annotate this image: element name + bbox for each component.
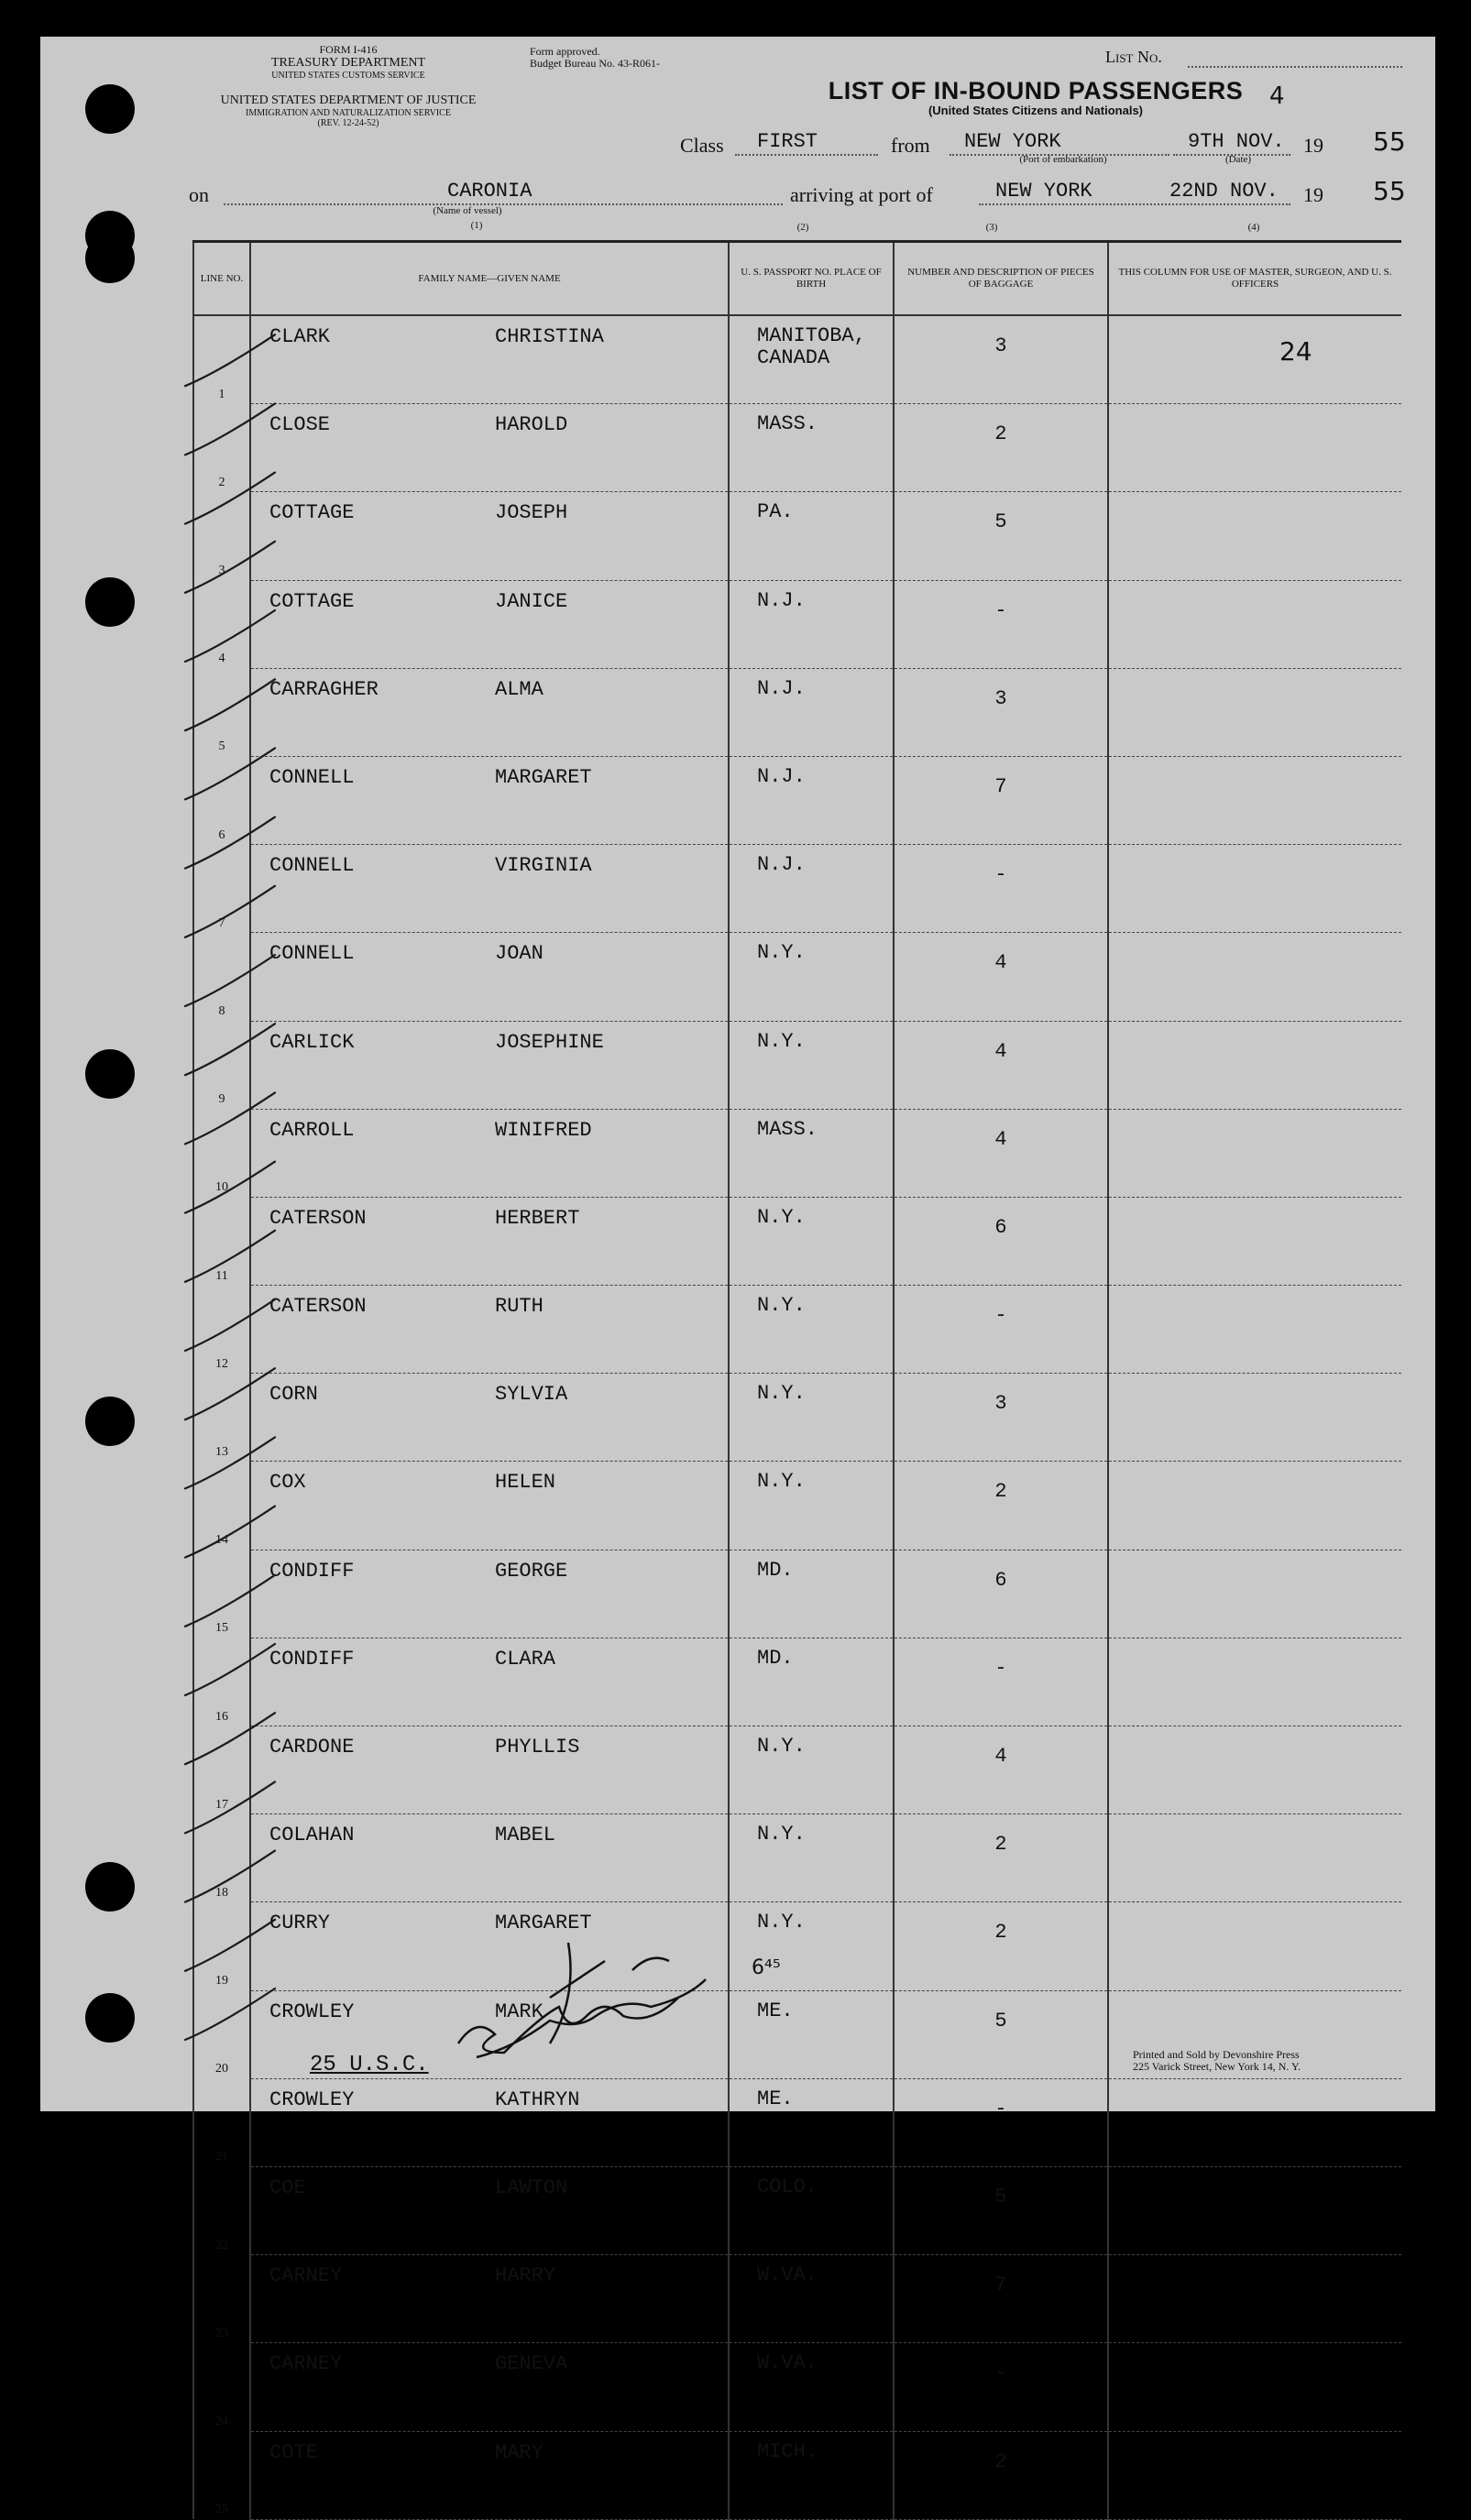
baggage-count: 5 — [894, 2166, 1108, 2254]
arrival-date: 22ND NOV. — [1169, 180, 1279, 203]
baggage-count: 3 — [894, 668, 1108, 756]
justice-dept: UNITED STATES DEPARTMENT OF JUSTICE — [220, 93, 477, 108]
family-name: CARRAGHER — [269, 677, 379, 701]
name-cell — [250, 2343, 729, 2431]
baggage-count: 7 — [894, 756, 1108, 844]
place-of-birth: N.Y. — [729, 933, 894, 1021]
signature-scrawl — [458, 1943, 706, 2057]
baggage-count: 2 — [894, 1814, 1108, 1902]
check-mark — [185, 748, 275, 799]
given-name: MARY — [495, 2440, 543, 2464]
place-of-birth: N.J. — [729, 756, 894, 844]
place-of-birth: N.Y. — [729, 1286, 894, 1374]
check-mark — [185, 1781, 275, 1833]
given-name: KATHRYN — [495, 2087, 580, 2111]
page-number: 4 — [1269, 82, 1285, 110]
baggage-count: - — [894, 1286, 1108, 1374]
check-mark — [185, 1507, 275, 1558]
given-name: GENEVA — [495, 2352, 568, 2376]
check-mark — [185, 1437, 275, 1488]
given-name: MARGARET — [495, 1912, 592, 1935]
table-row — [193, 2431, 1401, 2519]
year-prefix: 19 — [1303, 134, 1323, 157]
place-of-birth: N.Y. — [729, 1726, 894, 1814]
place-of-birth: MANITOBA, CANADA — [729, 315, 894, 404]
year-suffix: 55 — [1373, 126, 1406, 157]
passenger-count: 25 U.S.C. — [310, 2053, 429, 2077]
ins-service: IMMIGRATION AND NATURALIZATION SERVICE — [246, 107, 451, 118]
place-of-birth: MASS. — [729, 404, 894, 492]
baggage-count: 3 — [894, 1374, 1108, 1462]
line-number: 7 — [218, 915, 225, 930]
given-name: HAROLD — [495, 413, 568, 437]
baggage-count: 5 — [894, 492, 1108, 580]
family-name: CONNELL — [269, 854, 355, 878]
line-number: 2 — [218, 475, 225, 489]
given-name: VIRGINIA — [495, 854, 592, 878]
family-name: CONDIFF — [269, 1647, 355, 1671]
printer-credit — [1133, 2049, 1301, 2073]
vessel-name: CARONIA — [447, 180, 532, 203]
family-name: COE — [269, 2175, 306, 2199]
baggage-count: 2 — [894, 1902, 1108, 1990]
check-mark — [185, 334, 275, 386]
family-name: CONNELL — [269, 765, 355, 789]
line-number: 22 — [215, 2238, 228, 2252]
place-of-birth: ME. — [729, 1990, 894, 2078]
customs-service: UNITED STATES CUSTOMS SERVICE — [271, 71, 425, 82]
check-mark — [185, 1989, 275, 2040]
family-name: CARNEY — [269, 2352, 343, 2376]
table-row — [193, 2166, 1401, 2254]
family-name: CATERSON — [269, 1295, 367, 1319]
family-name: CLARK — [269, 325, 331, 348]
class-label: Class — [680, 134, 724, 157]
line-number: 10 — [215, 1180, 228, 1195]
check-mark — [185, 610, 275, 662]
check-mark — [185, 817, 275, 869]
date-caption: (Date) — [1224, 154, 1252, 165]
line-number-cell — [193, 2431, 250, 2519]
given-name: HERBERT — [495, 1206, 580, 1230]
family-name: CATERSON — [269, 1206, 367, 1230]
baggage-count: - — [894, 845, 1108, 933]
line-number: 11 — [215, 1268, 228, 1283]
officer-cell — [1108, 2255, 1401, 2343]
given-name: ALMA — [495, 677, 543, 701]
place-of-birth: N.J. — [729, 668, 894, 756]
baggage-count: 2 — [894, 2431, 1108, 2519]
name-cell — [250, 2166, 729, 2254]
embark-port: NEW YORK — [964, 130, 1061, 153]
line-number: 8 — [218, 1004, 225, 1018]
col-header-name: FAMILY NAME—GIVEN NAME — [250, 242, 729, 316]
embark-date: 9TH NOV. — [1188, 130, 1285, 153]
given-name: CLARA — [495, 1647, 556, 1671]
check-mark — [185, 1162, 275, 1213]
list-no-label: List No. — [1105, 48, 1162, 66]
place-of-birth: W.VA. — [729, 2255, 894, 2343]
line-number: 9 — [218, 1092, 225, 1107]
given-name: LAWTON — [495, 2175, 568, 2199]
baggage-count: 4 — [894, 1726, 1108, 1814]
family-name: CARNEY — [269, 2264, 343, 2288]
line-number: 3 — [218, 564, 225, 578]
check-mark — [185, 955, 275, 1006]
arrival-port: NEW YORK — [995, 180, 1092, 203]
check-mark — [185, 1851, 275, 1902]
col-header-passport: U. S. PASSPORT NO. PLACE OF BIRTH — [729, 242, 894, 316]
col-number-2: (2) — [796, 222, 809, 233]
col-header-officers: THIS COLUMN FOR USE OF MASTER, SURGEON, AND U. S. OFFICERS — [1108, 242, 1401, 316]
given-name: JOSEPH — [495, 501, 568, 525]
col-number-3: (3) — [985, 222, 998, 233]
revision: (REV. 12-24-52) — [317, 118, 379, 129]
check-mark — [185, 1231, 275, 1282]
line-number: 1 — [218, 387, 225, 401]
check-mark — [185, 1368, 275, 1419]
from-label: from — [891, 134, 930, 157]
name-cell — [250, 2255, 729, 2343]
col-header-baggage: NUMBER AND DESCRIPTION OF PIECES OF BAGGAGE — [894, 242, 1108, 316]
port-caption: (Port of embarkation) — [1019, 154, 1107, 165]
check-mark — [185, 1644, 275, 1695]
place-of-birth: N.Y. — [729, 1462, 894, 1550]
class-value: FIRST — [757, 130, 818, 153]
place-of-birth: N.Y. — [729, 1902, 894, 1990]
check-mark — [185, 1575, 275, 1627]
given-name: HELEN — [495, 1471, 556, 1495]
line-number: 18 — [215, 1885, 228, 1900]
form-title: LIST OF IN-BOUND PASSENGERS — [828, 77, 1244, 104]
place-of-birth: N.Y. — [729, 1197, 894, 1285]
place-of-birth: MD. — [729, 1638, 894, 1726]
check-mark — [185, 886, 275, 937]
check-mark — [185, 403, 275, 455]
officer-cell — [1108, 2166, 1401, 2254]
check-mark — [185, 1920, 275, 1971]
printer-line-2: 225 Varick Street, New York 14, N. Y. — [1133, 2060, 1301, 2074]
line-number: 20 — [215, 2062, 228, 2076]
family-name: CONDIFF — [269, 1559, 355, 1583]
officer-note: 24 — [1279, 336, 1312, 367]
family-name: CORN — [269, 1383, 318, 1407]
officer-cell — [1108, 2431, 1401, 2519]
family-name: COX — [269, 1471, 306, 1495]
check-mark — [185, 679, 275, 730]
signature-note: 6⁴⁵ — [752, 1956, 781, 1979]
family-name: CROWLEY — [269, 2087, 355, 2111]
place-of-birth: W.VA. — [729, 2343, 894, 2431]
line-number: 4 — [218, 652, 225, 666]
printer-line-1: Printed and Sold by Devonshire Press — [1133, 2048, 1300, 2061]
approval-line-1: Form approved. — [530, 45, 600, 58]
arrival-year-prefix: 19 — [1303, 183, 1323, 206]
line-number: 15 — [215, 1621, 228, 1636]
check-mark — [185, 1024, 275, 1075]
check-mark — [185, 473, 275, 524]
line-number: 14 — [215, 1533, 228, 1548]
officer-cell — [1108, 2343, 1401, 2431]
given-name: JANICE — [495, 589, 568, 613]
name-cell — [250, 2431, 729, 2519]
place-of-birth: N.J. — [729, 845, 894, 933]
table-row — [193, 2255, 1401, 2343]
line-number: 21 — [215, 2150, 228, 2164]
approval-line-2: Budget Bureau No. 43-R061- — [530, 57, 660, 71]
baggage-count: - — [894, 1638, 1108, 1726]
line-number: 17 — [215, 1797, 228, 1812]
col-number-4: (4) — [1247, 222, 1260, 233]
check-mark — [185, 542, 275, 593]
line-number: 12 — [215, 1356, 228, 1371]
family-name: CARROLL — [269, 1118, 355, 1142]
baggage-count: 4 — [894, 1109, 1108, 1197]
given-name: JOSEPHINE — [495, 1030, 604, 1054]
arriving-label: arriving at port of — [790, 183, 933, 206]
col-header-line-no: LINE NO. — [193, 242, 250, 316]
place-of-birth: PA. — [729, 492, 894, 580]
place-of-birth: MICH. — [729, 2431, 894, 2519]
given-name: MARK — [495, 2000, 543, 2023]
place-of-birth: MASS. — [729, 1109, 894, 1197]
given-name: HARRY — [495, 2264, 556, 2288]
form-number: FORM I-416 — [319, 43, 378, 56]
given-name: MARGARET — [495, 765, 592, 789]
vessel-caption: (Name of vessel) — [433, 205, 502, 216]
baggage-count: 6 — [894, 1550, 1108, 1638]
table-row — [193, 2343, 1401, 2431]
baggage-count: 4 — [894, 933, 1108, 1021]
line-number: 19 — [215, 1974, 228, 1989]
line-number-cell — [193, 2166, 250, 2254]
check-mark — [185, 1092, 275, 1144]
treasury-dept: TREASURY DEPARTMENT — [270, 56, 426, 71]
family-name: COLAHAN — [269, 1824, 355, 1847]
place-of-birth: N.Y. — [729, 1814, 894, 1902]
given-name: CHRISTINA — [495, 325, 604, 348]
given-name: WINIFRED — [495, 1118, 592, 1142]
baggage-count: 2 — [894, 1462, 1108, 1550]
family-name: COTTAGE — [269, 589, 355, 613]
family-name: CARDONE — [269, 1736, 355, 1759]
form-subtitle: (United States Citizens and Nationals) — [928, 104, 1144, 117]
baggage-count: 3 — [894, 315, 1108, 404]
line-number: 23 — [215, 2326, 228, 2340]
family-name: COTE — [269, 2440, 318, 2464]
line-number: 16 — [215, 1709, 228, 1724]
on-label: on — [189, 183, 209, 206]
line-number: 6 — [218, 827, 225, 842]
arrival-year-suffix: 55 — [1373, 176, 1406, 206]
check-mark — [185, 1299, 275, 1351]
place-of-birth: N.Y. — [729, 1374, 894, 1462]
line-number: 5 — [218, 740, 225, 754]
given-name: GEORGE — [495, 1559, 568, 1583]
line-number-cell — [193, 2255, 250, 2343]
place-of-birth: N.Y. — [729, 1021, 894, 1109]
given-name: JOAN — [495, 942, 543, 966]
family-name: CROWLEY — [269, 2000, 355, 2023]
place-of-birth: N.J. — [729, 580, 894, 668]
baggage-count: 6 — [894, 1197, 1108, 1285]
family-name: CURRY — [269, 1912, 331, 1935]
line-number-cell — [193, 2343, 250, 2431]
baggage-count: - — [894, 580, 1108, 668]
baggage-count: - — [894, 2078, 1108, 2166]
family-name: CARLICK — [269, 1030, 355, 1054]
col-number-1: (1) — [470, 220, 483, 231]
family-name: COTTAGE — [269, 501, 355, 525]
baggage-count: 5 — [894, 1990, 1108, 2078]
given-name: MABEL — [495, 1824, 556, 1847]
family-name: CLOSE — [269, 413, 331, 437]
place-of-birth: ME. — [729, 2078, 894, 2166]
baggage-count: 4 — [894, 1021, 1108, 1109]
given-name: PHYLLIS — [495, 1736, 580, 1759]
line-number: 13 — [215, 1444, 228, 1459]
given-name: SYLVIA — [495, 1383, 568, 1407]
line-number: 24 — [215, 2415, 228, 2428]
baggage-count: 7 — [894, 2255, 1108, 2343]
baggage-count: - — [894, 2343, 1108, 2431]
line-number: 25 — [215, 2503, 228, 2517]
baggage-count: 2 — [894, 404, 1108, 492]
check-mark — [185, 1713, 275, 1764]
place-of-birth: COLO. — [729, 2166, 894, 2254]
given-name: RUTH — [495, 1295, 543, 1319]
family-name: CONNELL — [269, 942, 355, 966]
place-of-birth: MD. — [729, 1550, 894, 1638]
